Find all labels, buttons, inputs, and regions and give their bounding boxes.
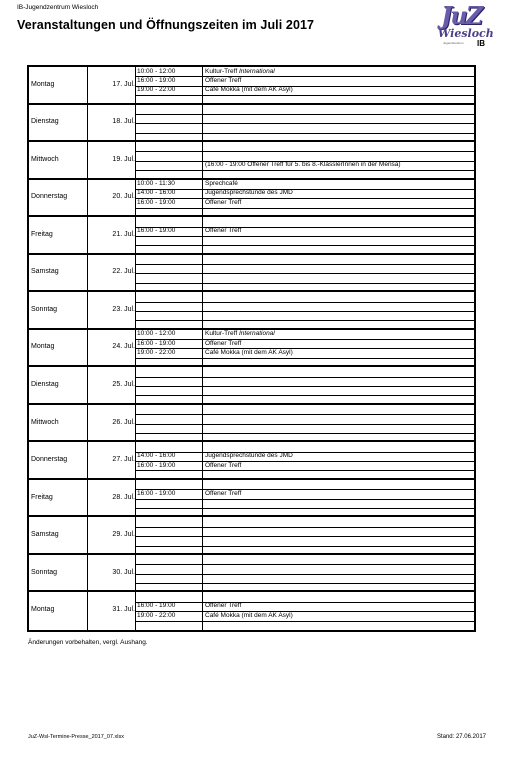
event-time: 10:00 - 12:00 [137,67,176,75]
row-divider [135,198,474,199]
event-time: 10:00 - 12:00 [137,330,176,338]
column-divider [202,142,203,178]
row-divider [135,395,474,396]
day-date: 22. Jul. [112,268,135,276]
event-title-text: Café Mokka (mit dem AK Asyl) [205,86,293,94]
row-divider [135,536,474,537]
column-divider [135,442,136,478]
event-time: 19:00 - 22:00 [137,86,176,94]
column-divider [135,142,136,178]
event-title-italic: International [238,330,275,338]
row-divider [135,414,474,415]
event-time: 16:00 - 19:00 [137,602,176,610]
row-divider [135,358,474,359]
day-date: 20. Jul. [112,193,135,201]
day-date: 25. Jul. [112,381,135,389]
row-divider [135,283,474,284]
event-title [205,452,293,459]
event-title [205,602,241,609]
event-title-text: Jugendsprechstunde des JMD [205,189,293,197]
day-date: 27. Jul. [112,456,135,464]
row-divider [135,452,474,453]
column-divider [202,255,203,291]
row-divider [135,621,474,622]
row-divider [135,245,474,246]
event-title-text: Offener Treff [205,76,242,84]
day-row [29,367,474,405]
disclaimer-note: Änderungen vorbehalten, vergl. Aushang. [28,639,148,646]
day-row [29,330,474,368]
day-name: Montag [31,606,55,614]
row-divider [135,95,474,96]
event-title-text: (16:00 - 19:00 Offener Treff für 5. bis 8.-KlässlerInnen in der Mensa) [205,161,401,169]
event-title-text: Offener Treff [205,339,242,347]
row-divider [135,348,474,349]
column-divider [202,555,203,591]
column-divider [135,367,136,403]
event-title-text: Kultur-Treff [205,67,239,75]
event-title [205,349,293,356]
event-title-text: Offener Treff [205,461,242,469]
row-divider [135,461,474,462]
column-divider [135,105,136,141]
event-title [205,189,293,196]
day-name: Montag [31,80,55,88]
day-row [29,405,474,443]
event-title [205,199,241,206]
column-divider [202,292,203,328]
day-name: Samstag [31,531,59,539]
event-title [205,86,293,93]
logo-tagline: Jugendzentrum [443,41,464,45]
day-date: 26. Jul. [112,418,135,426]
row-divider [135,470,474,471]
column-divider [202,442,203,478]
column-divider [202,367,203,403]
event-title [205,180,238,187]
row-divider [135,489,474,490]
row-divider [135,208,474,209]
page-title: Veranstaltungen und Öffnungszeiten im Juli 2017 [17,18,315,32]
row-divider [135,377,474,378]
column-divider [202,105,203,141]
day-name: Montag [31,343,55,351]
day-name: Dienstag [31,381,59,389]
column-divider [202,517,203,553]
day-date: 24. Jul. [112,343,135,351]
row-divider [135,151,474,152]
event-time: 19:00 - 22:00 [137,611,176,619]
event-title-text: Kultur-Treff [205,330,239,338]
event-title [205,68,275,75]
event-title [205,227,241,234]
day-row [29,480,474,518]
row-divider [135,386,474,387]
event-time: 10:00 - 11:30 [137,180,175,188]
day-date: 18. Jul. [112,118,135,126]
day-row [29,142,474,180]
row-divider [135,564,474,565]
row-divider [135,236,474,237]
row-divider [135,339,474,340]
day-row [29,105,474,143]
event-time: 16:00 - 19:00 [137,198,176,206]
column-divider [202,217,203,253]
logo-text: JuZ [441,1,482,30]
event-title [205,462,241,469]
event-title [205,330,275,337]
day-name: Freitag [31,493,53,501]
event-title [205,612,293,619]
event-time: 14:00 - 16:00 [137,189,176,197]
row-divider [135,311,474,312]
day-date: 31. Jul. [112,606,135,614]
column-divider [135,480,136,516]
day-row [29,555,474,593]
day-name: Samstag [31,268,59,276]
schedule-table [27,65,476,632]
event-title-text: Jugendsprechstunde des JMD [205,452,293,460]
event-title-text: Offener Treff [205,489,242,497]
day-name: Dienstag [31,118,59,126]
day-name: Donnerstag [31,456,68,464]
column-divider [202,180,203,216]
row-divider [135,133,474,134]
juz-logo [437,1,494,49]
column-divider [135,67,136,103]
day-row [29,517,474,555]
event-title [205,77,241,84]
logo-place: Wiesloch [438,27,494,40]
row-divider [135,86,474,87]
footer-filename: JuZ-Wsl-Termine-Presse_2017_07.xlsx [28,734,124,740]
day-date: 28. Jul. [112,493,135,501]
event-title-text: Café Mokka (mit dem AK Asyl) [205,348,293,356]
column-divider [135,330,136,366]
day-date: 29. Jul. [112,531,135,539]
column-divider [135,517,136,553]
day-date: 17. Jul. [112,80,135,88]
row-divider [135,574,474,575]
column-divider [135,555,136,591]
event-title-text: Café Mokka (mit dem AK Asyl) [205,611,293,619]
logo-badge: IB [477,39,485,48]
row-divider [135,320,474,321]
row-divider [135,424,474,425]
day-name: Mittwoch [31,155,59,163]
row-divider [135,499,474,500]
event-time: 16:00 - 19:00 [137,489,176,497]
column-divider [202,405,203,441]
event-title [205,161,401,168]
row-divider [135,170,474,171]
day-name: Sonntag [31,568,58,576]
day-name: Mittwoch [31,418,59,426]
day-date: 21. Jul. [112,230,135,238]
row-divider [135,76,474,77]
event-time: 16:00 - 19:00 [137,461,176,469]
day-row [29,67,474,105]
day-row [29,292,474,330]
event-title-text: Offener Treff [205,198,242,206]
row-divider [135,264,474,265]
column-divider [135,180,136,216]
event-time: 16:00 - 19:00 [137,227,176,234]
column-divider [135,405,136,441]
column-divider [135,292,136,328]
event-title [205,340,241,347]
event-time: 16:00 - 19:00 [137,339,176,347]
column-divider [135,255,136,291]
column-divider [202,330,203,366]
row-divider [135,433,474,434]
event-title-italic: International [238,67,275,75]
day-row [29,255,474,293]
row-divider [135,508,474,509]
day-row [29,442,474,480]
event-title-text: Offener Treff [205,227,242,234]
day-date: 23. Jul. [112,305,135,313]
footer-status-date: Stand: 27.06.2017 [436,734,486,740]
row-divider [135,273,474,274]
row-divider [135,114,474,115]
event-time: 14:00 - 16:00 [137,452,176,460]
day-name: Sonntag [31,305,58,313]
event-title-text: Sprechcafé [205,180,238,188]
column-divider [202,67,203,103]
row-divider [135,583,474,584]
day-row [29,217,474,255]
event-time: 19:00 - 22:00 [137,348,176,356]
event-time: 16:00 - 19:00 [137,76,176,84]
row-divider [135,602,474,603]
day-name: Donnerstag [31,193,68,201]
day-row [29,592,474,630]
row-divider [135,527,474,528]
column-divider [135,217,136,253]
event-title-text: Offener Treff [205,602,242,610]
column-divider [202,480,203,516]
row-divider [135,227,474,228]
day-name: Freitag [31,230,53,238]
row-divider [135,611,474,612]
event-title [205,490,241,497]
row-divider [135,189,474,190]
day-date: 19. Jul. [112,155,135,163]
row-divider [135,302,474,303]
row-divider [135,123,474,124]
day-date: 30. Jul. [112,568,135,576]
row-divider [135,546,474,547]
day-row [29,180,474,218]
organization-name: IB-Jugendzentrum Wiesloch [17,4,99,11]
